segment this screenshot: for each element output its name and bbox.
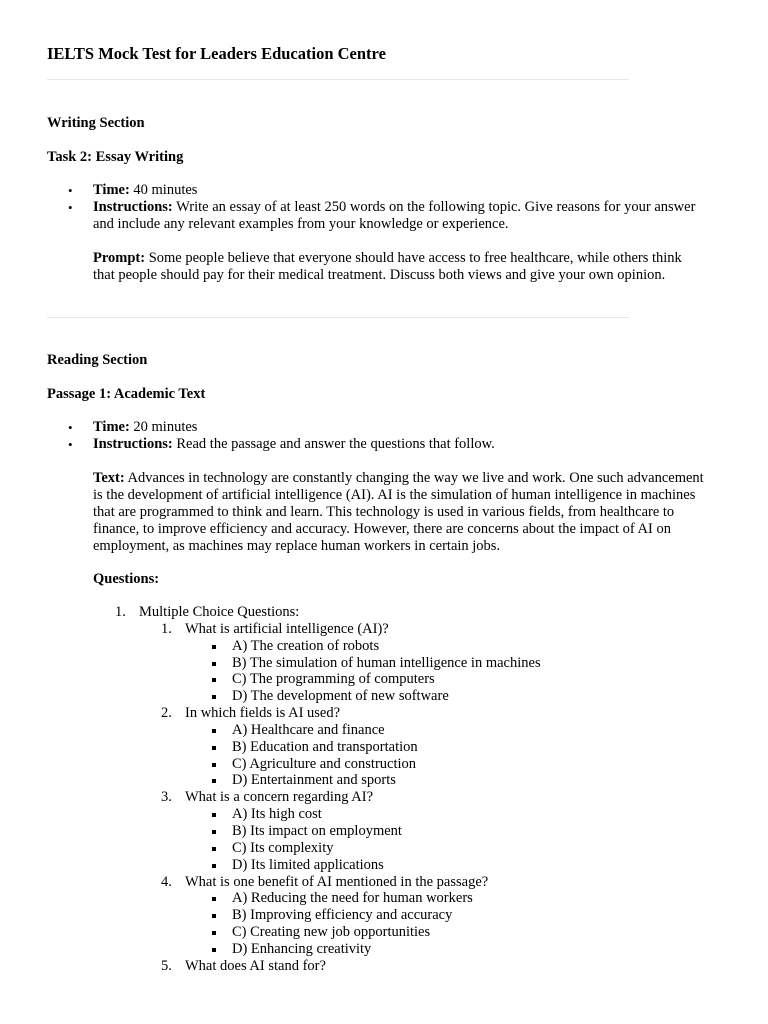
option-text: B) Its impact on employment [232, 822, 402, 839]
question-number: 2. [161, 705, 172, 722]
questions-list [93, 604, 713, 975]
passage-heading: Passage 1: Academic Text [47, 386, 206, 402]
option-row [93, 806, 713, 823]
instructions-label: Instructions: [93, 436, 173, 452]
option-text: C) Its complexity [232, 839, 334, 856]
option-row [93, 739, 713, 756]
time-label: Time: [93, 182, 130, 198]
square-bullet-icon [212, 695, 216, 699]
square-bullet-icon [212, 931, 216, 935]
writing-time-item [93, 182, 703, 199]
square-bullet-icon [212, 847, 216, 851]
document-title: IELTS Mock Test for Leaders Education Centre [47, 44, 386, 63]
question-text: What does AI stand for? [185, 957, 326, 974]
option-text: C) Agriculture and construction [232, 755, 417, 772]
option-row [93, 671, 713, 688]
option-row [93, 772, 713, 789]
questions-heading: Questions: [93, 571, 160, 587]
question-number: 5. [161, 957, 172, 974]
writing-instructions-item [93, 199, 703, 233]
list-number: 1. [115, 604, 126, 620]
writing-section-heading: Writing Section [47, 115, 145, 131]
passage-body: Advances in technology are constantly changing the way we live and work. One such advancement is the development of artificial intelligence (AI). AI is the simulation of human intelligence in machines that are programmed to think and learn. This technology is used in various fields, from healthcare to finance, to improve efficiency and accuracy. However, there are concerns about the impact of AI on employment, as machines may replace human workers in certain jobs. [93, 470, 704, 554]
instructions-text: Read the passage and answer the questions that follow. [176, 436, 495, 452]
reading-section-heading: Reading Section [47, 352, 148, 368]
question-text: What is a concern regarding AI? [185, 789, 374, 806]
option-row [93, 823, 713, 840]
divider [47, 317, 629, 318]
question-text: What is artificial intelligence (AI)? [185, 620, 389, 637]
option-row [93, 924, 713, 941]
writing-prompt [93, 250, 703, 284]
reading-details-list [93, 419, 703, 453]
option-row [93, 756, 713, 773]
prompt-label: Prompt: [93, 250, 146, 266]
option-row [93, 890, 713, 907]
square-bullet-icon [212, 897, 216, 901]
square-bullet-icon [212, 779, 216, 783]
option-text: A) The creation of robots [232, 637, 380, 654]
option-row [93, 857, 713, 874]
questions-heading-wrap [93, 571, 703, 588]
square-bullet-icon [212, 645, 216, 649]
time-value: 40 minutes [133, 182, 198, 198]
instructions-text: Write an essay of at least 250 words on the following topic. Give reasons for your answer and include any relevant examples from your knowledge or experience. [93, 199, 696, 232]
option-text: D) Entertainment and sports [232, 772, 396, 789]
option-text: D) Its limited applications [232, 856, 384, 873]
text-label: Text: [93, 470, 125, 486]
option-row [93, 688, 713, 705]
question-number: 4. [161, 873, 172, 890]
option-text: B) Improving efficiency and accuracy [232, 907, 453, 924]
question-row [93, 789, 713, 806]
question-number: 3. [161, 789, 172, 806]
option-text: A) Healthcare and finance [232, 721, 385, 738]
option-text: A) Its high cost [232, 806, 322, 823]
square-bullet-icon [212, 729, 216, 733]
option-text: D) The development of new software [232, 688, 449, 705]
option-row [93, 941, 713, 958]
mcq-label: Multiple Choice Questions: [139, 604, 300, 620]
reading-instructions-item [93, 436, 703, 453]
square-bullet-icon [212, 914, 216, 918]
question-row [93, 705, 713, 722]
option-row [93, 655, 713, 672]
option-text: D) Enhancing creativity [232, 940, 372, 957]
square-bullet-icon [212, 830, 216, 834]
option-row [93, 840, 713, 857]
question-row [93, 958, 713, 975]
option-row [93, 722, 713, 739]
question-row [93, 621, 713, 638]
square-bullet-icon [212, 864, 216, 868]
question-row [93, 874, 713, 891]
reading-time-item [93, 419, 703, 436]
task-heading: Task 2: Essay Writing [47, 149, 184, 165]
square-bullet-icon [212, 662, 216, 666]
option-row [93, 638, 713, 655]
divider [47, 79, 629, 80]
question-text: What is one benefit of AI mentioned in the passage? [185, 873, 489, 890]
option-row [93, 907, 713, 924]
list-item [93, 604, 713, 621]
option-text: B) The simulation of human intelligence in machines [232, 654, 541, 671]
question-text: In which fields is AI used? [185, 705, 341, 722]
writing-details-list [93, 182, 703, 233]
time-value: 20 minutes [133, 419, 198, 435]
square-bullet-icon [212, 678, 216, 682]
square-bullet-icon [212, 746, 216, 750]
time-label: Time: [93, 419, 130, 435]
option-text: B) Education and transportation [232, 738, 418, 755]
instructions-label: Instructions: [93, 199, 173, 215]
option-text: A) Reducing the need for human workers [232, 890, 473, 907]
option-text: C) Creating new job opportunities [232, 924, 431, 941]
square-bullet-icon [212, 813, 216, 817]
question-number: 1. [161, 620, 172, 637]
prompt-text: Some people believe that everyone should have access to free healthcare, while others think that people should pay for their medical treatment. Discuss both views and give your own opinion. [93, 250, 682, 283]
option-text: C) The programming of computers [232, 671, 435, 688]
square-bullet-icon [212, 948, 216, 952]
square-bullet-icon [212, 763, 216, 767]
passage-text [93, 470, 713, 555]
